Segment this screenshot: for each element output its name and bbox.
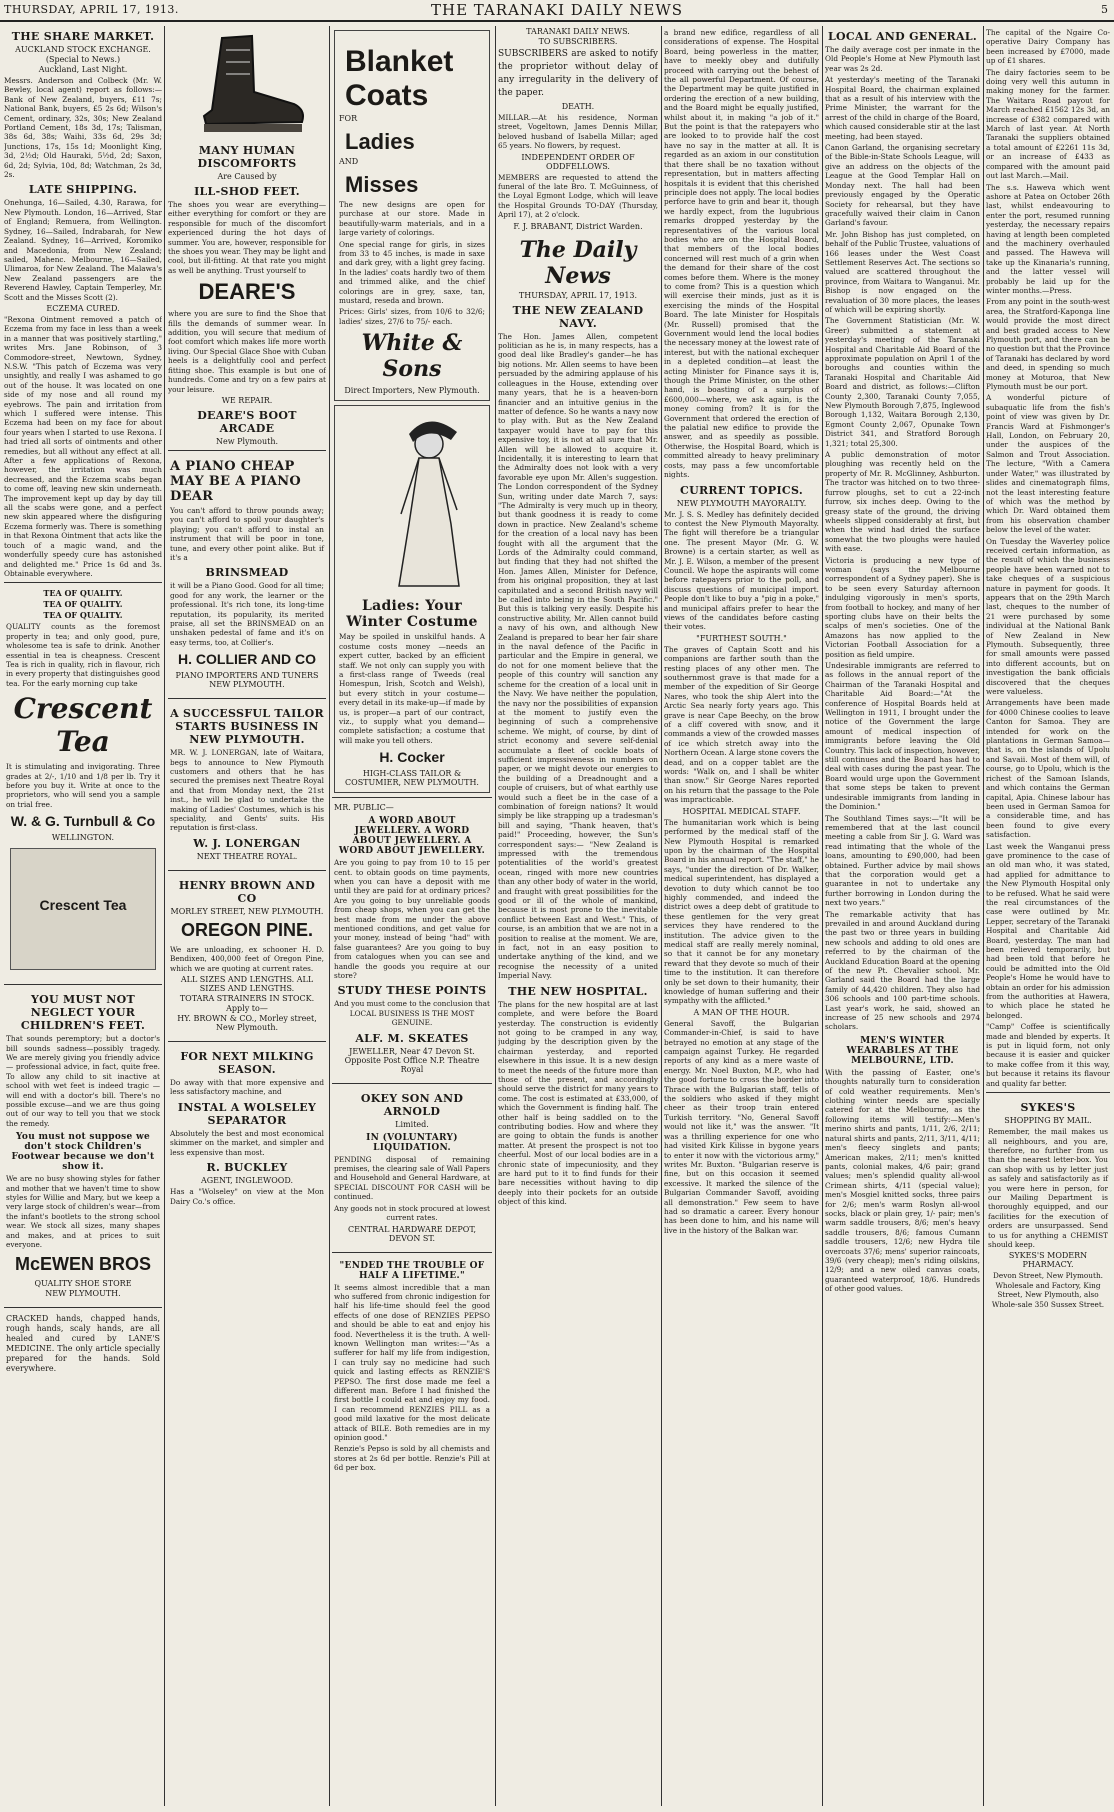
tdn-heading: TARANAKI DAILY NEWS. (526, 27, 630, 36)
buckley-view: Has a "Wolseley" on view at the Mon Dairy Co.'s office. (170, 1187, 324, 1206)
illshod-text: The shoes you wear are everything—either everything for comfort or they are responsible for much of the discomfort experienced during the hot days of summer. You are, however, responsible for the shoes you wear. They may be light and cool, but ill-fitting. At that rate you might as well be anything. Trust yourself to (168, 200, 326, 275)
hospital-continued-text: a brand new edifice, regardless of all considerations of expense. The Hospital Board, being powerless in the matter, have to meekly obey and dutifully proceed with carrying out the behest of the all powerful Department. Of course, the Department may be quite justified in ordering the erection of a new building, and the Board might be equally justified, whilst about it, in making "a job of it." But the point is that the ratepayers who are looked to to provide half the cost have no say in the matter at all. It is regarded as an axiom in our constitution that there shall be no taxation without representation, but in matters affecting hospitals it is evident that this cherished principle does not apply. The local bodies perforce have to grin and bear it, though we hardly expect, from the lugubrious remarks dropped yesterday by the representatives of the various local bodies who are on the Hospital Board, that members of the local bodies concerned will rest much of a grin when the demand for their share of the cost comes before them. Where is the money to come from? This is a question which will exercise their minds, just as it is exercising the minds of the Hospital Board. The late Minister for Hospitals (Mr. Russell) promised that the Government would lend the local bodies the necessary money at the lowest rate of interest, but with the national exchequer in a depleted condition—at least the acting Minister for Finance says it is, though the Prime Minister, on the other hand, is boasting of a surplus of £600,000—where, we ask again, is the money coming from? It is for the Government that ordered the erection of the palatial new edifice to provide the answer, and as speedily as possible. Otherwise, the Hospital Board, which is committed already to heavy preliminary costs, may pass a few uncomfortable nights. (664, 28, 819, 480)
local-item: The dairy factories seem to be doing very well this autumn in making money for the farmer. The Waitara Road payout for March reached £1562 12s 3d, an increase of £382 compared with March of last year. At North Taranaki the suppliers obtained a total amount of £2261 11s 3d, or an increase of £433 as compared with the amount paid out last March.—Mail. (986, 67, 1110, 181)
column-5 (664, 26, 819, 1806)
column-rule (329, 26, 330, 1806)
page-number: 5 (1101, 3, 1108, 16)
okey-ltd: Limited. (395, 1119, 429, 1129)
wolseley-text: Absolutely the best and most economical skimmer on the market, and simpler and less expensive than most. (170, 1128, 324, 1157)
tea-quality-text: QUALITY counts as the foremost property in tea; and only good, pure, wholesome tea is safe to drink. Another essential in tea is cheapness. Crescent Tea is rich in quality, rich in flavour, rich in every property that distinguishes good tea. For the early morning cup take (6, 622, 160, 688)
farthest-text: The graves of Captain Scott and his companions are farther south than the resting places of any other men. The southernmost grave is that made for a member of the expedition of Sir George Nares, who took the ship Alert into the Arctic Sea nearly forty years ago. This grave is near Cape Beechy, on the brow of a cliff covered with snow, and it commands a view of the crowded masses of ice which stretch away into the Northern Ocean. A large stone covers the dead, and on a copper tablet are the words: "Walk on, and I shall be whiter than snow." Sir George Nares reported on his return that the passage to the Pole was impracticable. (664, 644, 819, 805)
blanket-coats-ad (334, 30, 490, 401)
hospital-heading: THE NEW HOSPITAL. (508, 984, 648, 998)
oddfellows-text: MEMBERS are requested to attend the funeral of the late Bro. T. McGuinness, of the Loyal Egmont Lodge, which will leave the Hospital Grounds TO-DAY (Thursday, April 17), at 2 o'clock. (498, 172, 658, 220)
man-heading: A MAN OF THE HOUR. (693, 1007, 790, 1017)
liquidation-heading: IN (VOLUNTARY) LIQUIDATION. (366, 1132, 458, 1153)
skeates-sub: JEWELLER, Near 47 Devon St. Opposite Post Office N.P. Theatre Royal (344, 1046, 480, 1074)
local-item: Undesirable immigrants are referred to as follows in the annual report of the Chairman of the Taranaki Hospital and Charitable Aid Board:—"At the conference of Hospital Boards held at Wellington in 1911, I brought under the notice of the Government the large amount of medical inspection of immigrants before leaving the Old Country. This lack of inspection, however, still continues and the Board has had to deal with cases during the past year. The Board would urge upon the Government that some steps be taken to prevent undesirable immigrants from landing in the Dominion." (825, 661, 980, 812)
daily-news-masthead: The Daily News (519, 236, 637, 289)
lonergan-heading: W. J. LONERGAN (193, 836, 301, 850)
boot-illustration (182, 30, 312, 140)
deares-text: where you are sure to find the Shoe that fills the demands of summer wear. In addition, you will secure that medium of foot comfort which makes life more worth living. Our Special Glace Shoe with Cuban heels is a delightfully cool and perfect fitting shoe. This example is but one of hundreds. Come and try on a few pairs at your leisure. (168, 309, 326, 394)
tea-quality: TEA OF QUALITY. (43, 610, 123, 621)
editorial-date: THURSDAY, APRIL 17, 1913. (518, 290, 638, 300)
local-item: Mr. John Bishop has just completed, on behalf of the Public Trustee, valuations of 166 leases under the West Coast Settlement Reserves Act. The sections so valued are scattered throughout the province, from Waitara to Wanganui. Mr. Bishop is now engaged on the revaluation of 30 more places, the leases of which will be expiring shortly. (825, 229, 980, 314)
local-item: A wonderful picture of subaquatic life from the fish's point of view was given by Dr. Francis Ward at Fishmonger's Hall, London, on February 20, under the auspices of the Salmon and Trout Association. The lecture, "With a Camera under Water," was illustrated by slides and cinematograph films, not the least interesting feature of which was the method by which Dr. Ward obtained them from his observation chamber below the level of the water. (986, 393, 1110, 535)
shipping-heading: LATE SHIPPING. (28, 183, 138, 197)
mcewen-ad (4, 984, 162, 1302)
column-rule (164, 26, 165, 1806)
tea-quality: TEA OF QUALITY. (43, 588, 123, 599)
apply-note: Apply to— (226, 1004, 268, 1014)
white-sons-logo: White & Sons (361, 330, 463, 383)
cracked-text: CRACKED hands, chapped hands, rough hands, scaly hands, are all healed and cured by LANE'S MEDICINE. The only article specially prepared for the hands. Sold everywhere. (6, 1313, 160, 1373)
lady-illustration (339, 414, 489, 594)
winter-costume-heading: Ladies: Your Winter Costume (346, 598, 478, 631)
local-item: The Southland Times says:—"It will be remembered that at the last council meeting a cable from Sir J. G. Ward was read intimating that the whole of the loans, amounting to £90,000, had been obtained. Further advice by mail shows that the corporation would get a guarantee in not to undertake any further borrowing in London during the next two years." (825, 813, 980, 908)
special-range-text: One special range for girls, in sizes from 33 to 45 inches, is made in saxe and dark grey, with a light grey facing. In the ladies' coats hardly two of them and trimmed alike, and the chief colorings are in grey, saxe, tan, mustard, reseda and brown. (339, 239, 485, 306)
piano-heading: A PIANO CHEAP MAY BE A PIANO DEAR (170, 458, 302, 504)
column-6 (825, 26, 980, 1806)
local-item: The Government Statistician (Mr. W. Greer) submitted a statement at yesterday's meeting of the Taranaki Hospital and Charitable Aid Board of the approximate population on April 1 of the boroughs and counties within the Taranaki Hospital and Charitable Aid Board and district, as follows:—Clifton County 2,300, Taranaki County 7,055, New Plymouth Borough 7,875, Inglewood Borough 1,132, Waitara Borough 2,130, Egmont County 2,067, Opunake Town District 341, and Stratford Borough 1,321; total 25,300. (825, 316, 980, 448)
study-heading: STUDY THESE POINTS (337, 984, 487, 998)
lonergan-sub: NEXT THEATRE ROYAL. (196, 851, 298, 861)
melbourne-text: With the passing of Easter, one's thoughts naturally turn to consideration of cold weather requirements. Men's clothing winter needs are specially catered for at the Melbourne, as the following items will testify:—Men's merino shirts and pants, 1/11, 2/6, 2/11; natural shirts and pants, 2/11, 3/11, 4/11; men's fleecy singlets and pants; American makes, 2/11; men's knitted pants, colonial makes, 4/6 pair; grand values; men's splendid quality all-wool Crimean shirts, 4/11 (special value); men's Mosgiel knitted socks, three pairs for 2/6; men's warm Roslyn all-wool socks, black or plain grey, 1/- pair; men's warm saddle trousers, 8/6; men's heavy saddle trousers, 8/6; famous Cumann saddle trousers, 12/6; new Hydra tile overcoats 37/6; mens' superior raincoats, 39/6 (very cheap); men's riding oilskins, 12/9; and a new oiled canvas coats, guaranteed waterproof, 18/6. Hundreds of other good values. (825, 1067, 980, 1294)
turnbull-heading: W. & G. Turnbull & Co (10, 813, 156, 830)
central-depot: CENTRAL HARDWARE DEPOT, DEVON ST. (347, 1224, 477, 1243)
ended-heading: "ENDED THE TROUBLE OF HALF A LIFETIME." (339, 1260, 485, 1281)
piano-ad (168, 450, 326, 694)
column-rule (661, 26, 662, 1806)
ended-sold: Renzie's Pepso is sold by all chemists and stores at 2s 6d per bottle. Renzie's Pill at 6d per box. (334, 1444, 490, 1473)
henry-sub: MORLEY STREET, NEW PLYMOUTH. (170, 906, 324, 916)
totara-note: TOTARA STRAINERS IN STOCK. (179, 994, 315, 1004)
collier-sub: PIANO IMPORTERS AND TUNERS NEW PLYMOUTH. (175, 671, 319, 690)
designs-text: The new designs are open for purchase at our store. Made in beautifully-warm materials, and in a large variety of colorings. (339, 200, 485, 238)
henry-brown-ad (168, 870, 326, 1037)
masthead (0, 0, 1114, 22)
skeates-heading: ALF. M. SKEATES (355, 1031, 469, 1045)
navy-text: The Hon. James Allen, competent politician as he is, in many respects, has a good deal like Bradley's gander—he has big notions. Mr. Allen seems to have been persuaded by the admiring applause of his colleagues in the House, extending over many years, that he is a heaven-born financier and an intuitive genius in the matter of defence. So he wants a navy now to play with. But as the New Zealand taxpayer would have to pay for this expensive toy, it is not at all sure that Mr. Allen will be allowed to acquire it. Incidentally, it is interesting to learn that the Admiralty does not look with a very favorable eye upon Mr. Allen's suggestion. The London correspondent of the Sydney Sun, writing under date March 7, says: "The Admiralty is very much up in theory, but thank goodness it is ready to come down in practice. New Zealand's scheme for the creation of a local navy has been fought with all the argument that the Lords of the Admiralty could command, but finding that they had not shifted the Hon. James Allen, Minister for Defence, from his original proposition, they at last capitulated and a second British navy will be called into being in the South Pacific." But this is talking very easily. Despite his constructive ability, Mr. Allen cannot build a navy of his own, and although New Zealand is prepared to bear her fair share in the naval defence of the Pacific in particular and the Empire in general, we do not for one moment believe that the people of this country will sanction any scheme for the creation of a local unit in the Navy. We have neither the population, the navy nor the possibilities of expansion at the moment to justify even the beginning of such a comprehensive scheme. We might, of course, by dint of strict economy and severe self-denial accumulate a fleet of cockle boats of sufficient impressiveness in numbers on paper, or we might devote our energies to the building of a Dreadnought and a couple of cruisers, but of what earthly use would such a fleet be in the case of a combination of foreign nations? It would simply be like strapping up a tradesman's bill and saying, "Thank heaven, that's paid!" Proceeding, however, the Sun's correspondent says:— "New Zealand is impressed with the tremendous potentialities of the world's greatest ocean, ringed with more new countries than any other body of water in the world, and fraught with great possibilities for the good or ill of the whole of mankind, because it is most prone to the inevitable conflict between East and West." This, of course, is an ambition that we are not in a position to realise at the moment. We are, in fact, not in an easy position to undertake anything of the kind, and we recognise the necessity of a united Imperial Navy. (498, 331, 658, 981)
jewellery-text: Are you going to pay from 10 to 15 per cent. to obtain goods on time payments, when you can have a deposit with me until they are paid for at ordinary prices? Are you going to buy unreliable goods from cheap shops, when you can get the best made from me under the above mentioned conditions, and get value for your money, instead of being "had" with false guarantees? Are you going to buy from catalogues when you can see and handle the goods you require at our store? (334, 858, 490, 981)
okey-ad (332, 1083, 492, 1248)
brinsmead-heading: BRINSMEAD (205, 566, 289, 580)
local-general-heading: LOCAL AND GENERAL. (828, 30, 977, 43)
neglect-text: That sounds peremptory; but a doctor's bill sounds sadness—possibly tragedy. We are merely giving you friendly advice — professional advice, in fact, quite free. To allow any child to sit inactive at school with wet feet is indeed tragic —will end with a doctor's bill. There's no possible excuse—and we are thus going out of our way to tell you that we stock the remedy. (6, 1034, 160, 1128)
deares-heading: DEARE'S (198, 279, 296, 305)
repair-note: WE REPAIR. (221, 395, 273, 405)
subscribers-heading: TO SUBSCRIBERS. (538, 37, 618, 46)
share-market-heading: THE SHARE MARKET. (11, 30, 155, 43)
renzie-ad (332, 1252, 492, 1479)
man-text: General Savoff, the Bulgarian Commander-in-Chief, is said to have betrayed no emotion at any stage of the campaign against Turkey. He regarded reports of any kind as a mere waste of energy. Mr. Noel Buxton, M.P., who had the good fortune to cross the border into Thrace with the Bulgarian staff, tells of the soldiers who asked if they might cheer as their troop train entered Turkish territory. "No, General Savoff would not like it," was the answer. "It was a thrilling experience for one who had visited Kirk Kilisse in bygone years to enter it now with the victorious army," writes Mr. Buxton. "Bulgarian reserve is fine, but on this occasion it seemed excessive. It marked the silence of the Bulgarian Commander Savoff, avoiding all demonstration." Few seem to have had so dramatic a career. Every honour has been done to him, and his name will live in the history of the Balkan war. (664, 1018, 819, 1235)
cocker-ad (334, 405, 490, 793)
column-rule (495, 26, 496, 1806)
column-2 (168, 26, 326, 1806)
oddfellows-heading: INDEPENDENT ORDER OF ODDFELLOWS. (521, 152, 635, 171)
tailor-heading: A SUCCESSFUL TAILOR STARTS BUSINESS IN NEW PLYMOUTH. (170, 707, 324, 747)
okey-heading: OKEY SON AND ARNOLD (360, 1091, 464, 1118)
wolseley-heading: INSTAL A WOLSELEY SEPARATOR (177, 1100, 317, 1127)
local-item: The daily average cost per inmate in the Old People's Home at New Plymouth last year was 2s 2d. (825, 45, 980, 73)
collier-heading: H. COLLIER AND CO (178, 651, 316, 668)
hospital-text: The plans for the new hospital are at last complete, and were before the Board yesterday. The construction is evidently not going to be cramped in any way, judging by the description given by the chairman yesterday, and reported elsewhere in this issue. It is a new design to meet the needs of the future more than those of the present, and accordingly should serve the district for many years to come. The cost is estimated at £33,000, of which the Government is finding half. The other half is being saddled on to the contributing bodies. How and where they are going to obtain the funds is another matter. At present the prospect is not too cheerful. Most of our local bodies are in a chronic state of impecuniosity, and they are hard put to it to find funds for their bare necessities without having to dip deeply into their pockets for an outside object of this kind. (498, 999, 658, 1207)
ended-text: It seems almost incredible that a man who suffered from chronic indigestion for half his life-time should feel the good effects of one dose of RENZIES PEPSO and should be able to eat and enjoy his food. Nevertheless it is the truth. A well-known Wellington man writes:—"As a sufferer for half my life from indigestion, I can truly say no medicine had such quick and lasting effects as RENZIE'S PEPSO. The first dose made me feel a different man. Before I had finished the first bottle I could eat and enjoy my food. I can recommend RENZIES PILL as a good mild laxative for the most delicate attack of BILE. Both remedies are in my opinion good." (334, 1282, 490, 1442)
column-rule (822, 26, 823, 1806)
mcewen-town: NEW PLYMOUTH. (45, 1288, 121, 1298)
skeates-ad (332, 797, 492, 1079)
death-text: MILLAR.—At his residence, Norman street, Vogeltown, James Dennis Millar, beloved husband of Isabella Millar; aged 65 years. No flowers, by request. (498, 113, 658, 151)
buckley-sub: AGENT, INGLEWOOD. (201, 1176, 293, 1186)
mayoralty-text: Mr. J. S. S. Medley has definitely decided to contest the New Plymouth Mayoralty. The fight will therefore be a triangular one. The present Mayor (Mr. G. W. Browne) is a certain starter, as well as Mr. J. E. Wilson, a member of the present Council. We hope the aspirants will come before ratepayers prior to the poll, and discuss questions of municipal import. People don't like to buy a "pig in a poke," and municipal affairs prefer to hear the views of the candidates before casting their votes. (664, 509, 819, 632)
masthead-title: THE TARANAKI DAILY NEWS (430, 1, 684, 19)
column-rule (983, 26, 984, 1806)
mcewen-heading: McEWEN BROS (14, 1253, 151, 1274)
sykes-address: Devon Street, New Plymouth. Wholesale and Factory, King Street, New Plymouth, also Whole-sale 350 Sussex Street. (991, 1271, 1105, 1309)
melbourne-heading: MEN'S WINTER WEARABLES AT THE MELBOURNE, LTD. (846, 1035, 959, 1066)
tea-quality: TEA OF QUALITY. (43, 599, 123, 610)
local-item: Last week the Wanganui press gave prominence to the case of an old man who, it was stated, had applied for admittance to the New Plymouth Hospital only to be refused. What he said were the real circumstances of the case were outlined by Mr. Lepper, secretary of the Taranaki Hospital and Charitable Aid Board, yesterday. The man had been relieved temporarily, but had been told that before he could be admitted into the Old People's Home he would have to obtain an order for his admission from the authorities at Hawera, to which place he stated he belonged. (986, 841, 1110, 1020)
for-label: FOR (339, 114, 358, 123)
public-label: MR. PUBLIC— (334, 803, 394, 813)
stock-text: We are no busy showing styles for father and mother that we haven't time to show styles for Willie and Mary, but we keep a very large stock of children's wear—from the infant's bootlets to the strong school wear. We stock all sizes, many shapes and makes, and at prices to suit everyone. (6, 1174, 160, 1250)
local-item: The capital of the Ngaire Co-operative Dairy Company has been increased by £7000, made up of £1 shares. (986, 28, 1110, 66)
local-item: At yesterday's meeting of the Taranaki Hospital Board, the chairman explained that as a result of his interview with the Prime Minister, the warrant for the arrest of the child in charge of the Board, which caused considerable stir at the last meeting, had been stayed. (825, 75, 980, 141)
brinsmead-text: it will be a Piano Good. Good for all time; good for any work, the learner or the professional. It's rich tone, its long-time reputation, its popularity, its merited praise, all set the BRINSMEAD on an unshaken pedestal of fame and it's on easy terms, too, at Collier's. (170, 581, 324, 647)
farthest-heading: "FURTHEST SOUTH." (696, 633, 787, 643)
oregon-text: We are unloading, ex schooner H. D. Bendixen, 400,000 feet of Oregon Pine, which we are quoting at current rates. (170, 944, 324, 973)
sykes-heading: SYKES'S (1020, 1101, 1076, 1115)
ladies-heading: Ladies (345, 129, 415, 154)
mayoralty-heading: NEW PLYMOUTH MAYORALTY. (676, 498, 807, 508)
jewellery-heading: A WORD ABOUT JEWELLERY. A WORD ABOUT JEWELLERY. A WORD ABOUT JEWELLERY. (338, 816, 486, 857)
milking-heading: FOR NEXT MILKING SEASON. (180, 1050, 314, 1077)
cocker-sub: HIGH-CLASS TAILOR & COSTUMIER, NEW PLYMOUTH. (345, 769, 479, 788)
column-3 (332, 26, 492, 1806)
offers-text: Any goods not in stock procured at lowest current rates. (334, 1203, 490, 1223)
tea-tin-label: Crescent Tea (39, 897, 127, 914)
share-market-text: Messrs. Anderson and Colbeck (Mr. W. Bewley, local agent) report as follows:— Bank of New Zealand, buyers, £11 7s; National Bank, buyers, £5 2s 6d; Wilson's Cement, ordinary, 32s, 30s; New Zealand Portland Cement, 18s 3d, 17s; Talisman, 38s 6d, 38s; Waihi, 33s 6d, 29s 3d; Junctions, 17s, 15s 1d; Moonlight King, 3d, 2½d; Old Hauraki, 5½d, 2d; Saxon, 6d, 2d; Sylvia, 10d, 8d; Watchman, 2s 3d, 2s. (4, 76, 162, 180)
sykes-ad (986, 1092, 1110, 1315)
navy-heading: THE NEW ZEALAND NAVY. (512, 303, 644, 330)
oregon-sizes: ALL SIZES AND LENGTHS. ALL SIZES AND LENGTHS. (180, 975, 314, 994)
crescent-tea-ad (4, 582, 162, 980)
crescent-tea-text: It is stimulating and invigorating. Three grades at 2/-, 1/10 and 1/8 per lb. Try it before you buy it. Write at once to the proprietors, who will send you a sample on trial free. (6, 762, 160, 809)
pending-text: PENDING disposal of remaining premises, the clearing sale of Wall Papers and Household and General Hardware, at SPECIAL DISCOUNT FOR CASH will be continued. (334, 1154, 490, 1202)
study-text: And you must come to the conclusion that LOCAL BUSINESS IS THE MOST GENUINE. (334, 999, 490, 1028)
hy-brown-address: HY. BROWN & CO., Morley street, New Plymouth. (177, 1014, 317, 1033)
local-item: The s.s. Haweva which went ashore at Patea on October 26th last, whilst endeavouring to enter the port, resumed running yesterday, the necessary repairs having at length been completed and the machinery overhauled and passed. The Haweva will take up the Kinanaria's running, and the latter vessel will probably be laid up for the winter months.—Press. (986, 182, 1110, 295)
current-topics-heading: CURRENT TOPICS. (680, 483, 803, 497)
henry-heading: HENRY BROWN AND CO (178, 878, 316, 905)
arcade-town: New Plymouth. (215, 436, 279, 446)
tea-tin-illustration (10, 848, 156, 970)
tailor-ad (168, 698, 326, 866)
winter-costume-text: May be spoiled in unskilful hands. A costume costs money —needs an expert cutter, backed by an efficient staff. We not only can supply you with a first-class range of Tweeds (real Homespun, Irish, Scotch and Welsh), but every stitch in your costume—every detail in its make-up—if made by us, is proper—a part of our contract, viz., to supply what you demand—complete satisfaction; a costume that will make you tell others. (339, 632, 485, 745)
crescent-tea-logo: Crescent Tea (13, 692, 153, 759)
and-label: AND (339, 157, 359, 166)
eczema-text: "Rexona Ointment removed a patch of Eczema from my face in less than a week in a manner that was positively startling," writes Mrs. Jane Robinson, of 3 Commodore-street, Newtown, Sydney, N.S.W. "This patch of Eczema was very unsightly, and really I was ashamed to go out of the house. It was located on one side of my nose and all round my eyebrows. The pain and irritation from which I suffered were intense. This Eczema had been on my face for about four years when I started to use Rexona. I had tried all sorts of ointments and other remedies, but all without any effect at all. After a few applications of Rexona, however, the irritation was much decreased, and the Eczema scabs began to come off, leaving new skin underneath. The improvement kept up day by day till all the scabs were gone, and a perfect new skin appeared where the disfiguring Eczema formerly was. There is something in that Rexona Ointment that acts like the touch of a magic wand, and the wonderfully speedy cure has astonished and delighted me." Price 1s 6d and 3s. Obtainable everywhere. (4, 314, 162, 578)
local-item: Victoria is producing a new type of woman (says the Melbourne correspondent of a Sydney paper). She is to be seen every Saturday afternoon indulging vigorously in men's sports, from football to hockey, and many of her sporting clubs have on their belts the scalps of men's societies. One of the Amazons has now applied to the Victorian Football Association for a position as field umpire. (825, 555, 980, 659)
tailor-text: MR. W. J. LONERGAN, late of Waitara, begs to announce to New Plymouth customers and others that he has secured the premises next Theatre Royal and that from Monday next, the 21st inst., he will be glad to undertake the making of Ladies' Costumes, which is his speciality, and Gents' suits. His reputation is first-class. (170, 748, 324, 833)
local-item: Canon Garland, the organising secretary of the Bible-in-State Schools League, will give an address on the objects of the League at the Good Templar Hall on Monday next. The hall had been previously engaged by the Operatic Society for rehearsal, but they have gracefully waived their claim in Canon Garland's favour. (825, 143, 980, 228)
eczema-heading: ECZEMA CURED. (46, 303, 120, 313)
illshod-heading: ILL-SHOD FEET. (194, 185, 300, 198)
wolseley-ad (168, 1041, 326, 1212)
sykes-text: Remember, the mail makes us all neighbours, and you are, therefore, no further from us than the nearest letter-box. You can shop with us by letter just as safely and satisfactorily as if you were here in person, for our Mailing Department is thoroughly equipped, and our facilities for the execution of orders are unsurpassed. Send to us for anything a CHEMIST should keep. (988, 1127, 1108, 1249)
piano-text: You can't afford to throw pounds away; you can't afford to spoil your daughter's playing; you can't afford to instal an instrument that will be poor in tone, tune, and every other point alike. But if it's a (170, 505, 324, 562)
brabant-sign: F. J. BRABANT, District Warden. (513, 221, 643, 231)
sykes-pharmacy: SYKES'S MODERN PHARMACY. (1008, 1251, 1088, 1270)
dateline: Auckland, Last Night. (38, 65, 128, 74)
death-heading: DEATH. (561, 102, 595, 111)
column-4 (498, 26, 658, 1806)
arcade-heading: DEARE'S BOOT ARCADE (197, 408, 297, 435)
local-item: From any point in the south-west area, the Stratford-Kaponga line would provide the most direct and best graded access to New Plymouth port, and there can be no question but that the Province of Taranaki has declared by word and deed, in spending so much money at Moturoa, that New Plymouth must be our port. (986, 297, 1110, 392)
discomforts-heading: MANY HUMAN DISCOMFORTS (197, 144, 297, 170)
must-not-heading: You must not suppose we don't stock Children's Footwear because we don't show it. (11, 1132, 155, 1173)
column-7 (986, 26, 1110, 1806)
subscribers-text: SUBSCRIBERS are asked to notify the proprietor without delay of any irregularity in the delivery of the paper. (498, 49, 658, 98)
white-sons-sub: Direct Importers, New Plymouth. (344, 386, 480, 396)
cracked-hands-ad (4, 1307, 162, 1380)
shipping-text: Onehunga, 16—Sailed, 4.30, Rarawa, for New Plymouth. London, 16—Arrived, Star of England; Remuera, from Wellington. Sydney, 16—Sailed, Indrabarah, for New Zealand. Sydney, 16—Arrived, Koromiko and Macedonia, from New Zealand; sailed, Mahenc. Melbourne, 16—Sailed, Ulimaroa, for New Zealand. The Malawa's New Zealand passengers are the Reverend Hawley, Captain Temperley, Mr. Scott and the Misses Scott (2). (4, 198, 162, 302)
medical-text: The humanitarian work which is being performed by the medical staff of the New Plymouth Hospital is remarked upon by the chairman of the Hospital Board in his annual report. "The staff," he says, "under the direction of Dr. Walker, medical superintendent, has displayed a devotion to duty which cannot be too highly commended, and indeed the district owes a deep debt of gratitude to these gentlemen for the very great services they have rendered to the institution. The advice given to the medical staff are really merely nominal, so that it cannot be for any monetary reward that they devote so much of their time to the institution. It can therefore only be set down to their humanity, their knowledge of human suffering and their sympathy with the afflicted." (664, 817, 819, 1006)
discomforts-sub: Are Caused by (217, 172, 277, 181)
oregon-heading: OREGON PINE. (180, 919, 314, 940)
masthead-date: THURSDAY, APRIL 17, 1913. (4, 3, 179, 16)
share-market-subhead: AUCKLAND STOCK EXCHANGE. (15, 45, 151, 54)
medical-heading: HOSPITAL MEDICAL STAFF. (682, 806, 801, 816)
sykes-sub: SHOPPING BY MAIL. (1004, 1116, 1092, 1126)
column-1 (4, 26, 162, 1806)
cocker-heading: H. Cocker (379, 749, 445, 766)
local-item: Arrangements have been made for 4000 Chinese coolies to leave Canton for Samoa. They are intended for work on the plantations in German Samoa—that is, on the islands of Upolu and Savaii. Most of them will, of course, go to Upolu, which is the richest of the Samoan Islands, and which contains the German capital, Apia. Chinese labour has been used in German Samoa for a considerable time, and has been found to give every satisfaction. (986, 698, 1110, 840)
special-note: (Special to News.) (45, 55, 121, 64)
local-item: "Camp" Coffee is scientifically made and blended by experts. It is put in liquid form, not only because it is easier and quicker to make coffee from it this way, but because it retains its flavour and quality far better. (986, 1022, 1110, 1088)
milking-text: Do away with that more expensive and less satisfactory machine, and (170, 1078, 324, 1097)
turnbull-city: WELLINGTON. (51, 833, 115, 843)
local-item: The remarkable activity that has prevailed in and around Auckland during the past two or three years in building new schools and adding to old ones are referred to by the chairman of the Auckland Education Board at the opening of the new Pt. Chevalier school. Mr. Garland said the Board had the large family of 44,420 children. They also had 306 schools and 100 part-time schools. Last year's work, he said, showed an increase of 25 new schools and 2974 scholars. (825, 909, 980, 1032)
misses-heading: Misses (345, 172, 419, 197)
local-item: On Tuesday the Waverley police received certain information, as the result of which the business people have been warned not to take cheques of a suspicious nature in payment for goods. It appears that on the 29th March last, cheques to the number of 21 were purchased by some individual at the National Bank of New Zealand in New Plymouth. Subsequently, three for small amounts were passed into different accounts, but on investigation the bank officials discovered that the cheques were valueless. (986, 536, 1110, 697)
neglect-heading: YOU MUST NOT NEGLECT YOUR CHILDREN'S FEET. (20, 993, 146, 1033)
blanket-heading: Blanket Coats (345, 45, 454, 112)
local-item: A public demonstration of motor ploughing was recently held on the property of Mr. R. McGlinney, Ashburton. The tractor was hitched on to two three-furrow ploughs, set to cut a 22-inch furrow, six inches deep. Owing to the greasy state of the ground, the driving wheels slipped considerably at first, but when the wind had dried the surface somewhat the two ploughs were hauled with ease. (825, 450, 980, 554)
prices-text: Prices: Girls' sizes, from 10/6 to 32/6; ladies' sizes, 27/6 to 75/- each. (339, 307, 485, 326)
buckley-heading: R. BUCKLEY (206, 1161, 288, 1175)
mcewen-sub: QUALITY SHOE STORE (34, 1278, 132, 1288)
